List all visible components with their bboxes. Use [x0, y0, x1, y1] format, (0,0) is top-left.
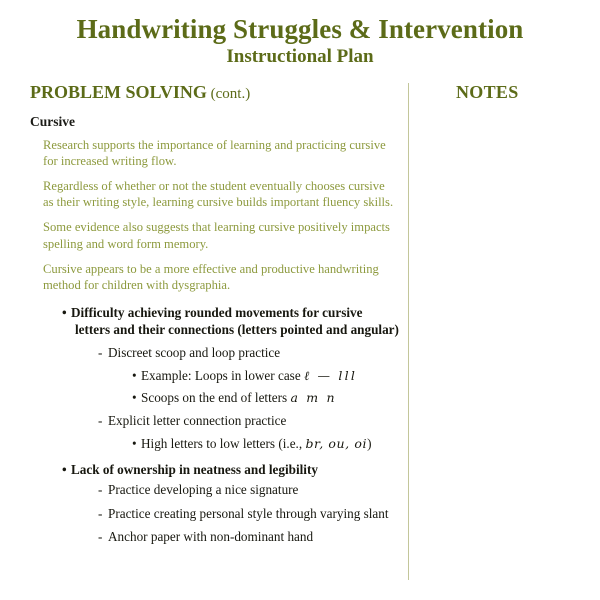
notes-heading: NOTES	[456, 82, 519, 103]
paragraph-item: Cursive appears to be a more effective and productive handwriting method for children with dysgraphia.	[43, 261, 379, 292]
list-item-text: Example: Loops in lower case	[141, 368, 301, 384]
list-item	[30, 344, 400, 361]
outline-list	[30, 304, 400, 545]
cursive-example-glyphs: ℓ — lll	[303, 368, 358, 384]
list-item	[30, 505, 400, 522]
list-item	[30, 412, 400, 429]
bullet-icon: •	[132, 368, 137, 384]
cursive-example-glyphs: br, ou, oi	[305, 436, 368, 452]
list-item-label: Practice developing a nice signature	[108, 482, 299, 498]
bullet-icon: •	[62, 304, 67, 320]
dash-icon: -	[98, 412, 103, 428]
list-item-text-after: )	[367, 436, 372, 452]
bullet-icon: •	[132, 389, 137, 405]
list-item	[30, 389, 400, 406]
section-heading-continued-label: (cont.)	[206, 86, 251, 103]
section-heading-label: PROBLEM SOLVING	[30, 82, 207, 103]
list-item-label: Practice creating personal style through varying slant	[108, 505, 389, 521]
paragraph-item: Regardless of whether or not the student eventually chooses cursive as their writing style, learning cursive builds important fluency skills.	[43, 179, 394, 210]
list-item	[30, 304, 400, 338]
paragraph-list	[30, 137, 400, 293]
paragraph-item: Some evidence also suggests that learning cursive positively impacts spelling and word form memory.	[43, 220, 390, 251]
dash-icon: -	[98, 528, 103, 544]
cursive-example-glyphs: a m n	[290, 389, 337, 405]
list-item	[30, 435, 400, 452]
list-item-text: High letters to low letters (i.e.,	[141, 436, 303, 452]
dash-icon: -	[98, 505, 103, 521]
dash-icon: -	[98, 345, 103, 361]
subheading-cursive: Cursive	[30, 113, 75, 129]
list-item	[30, 461, 400, 478]
list-item-label: Anchor paper with non-dominant hand	[108, 528, 314, 544]
section-heading-problem-solving	[30, 83, 400, 103]
list-item-label: Discreet scoop and loop practice	[108, 345, 281, 361]
dash-icon: -	[98, 482, 103, 498]
bullet-icon: •	[132, 436, 137, 452]
page-subtitle: Instructional Plan	[226, 46, 374, 68]
list-item	[30, 481, 400, 498]
left-column	[0, 83, 408, 548]
list-item-label	[141, 435, 400, 452]
list-item	[30, 528, 400, 545]
list-item-text: Scoops on the end of letters	[141, 389, 288, 405]
list-item-label: Difficulty achieving rounded movements for cursive letters and their connections (letters pointed and angular)	[71, 304, 399, 338]
bullet-icon: •	[62, 462, 67, 478]
paragraph-item: Research supports the importance of learning and practicing cursive for increased writing flow.	[43, 138, 386, 169]
list-item-label	[141, 389, 400, 406]
list-item-label: Explicit letter connection practice	[108, 412, 287, 428]
two-column-layout	[0, 83, 600, 548]
list-item	[30, 367, 400, 384]
page-title: Handwriting Struggles & Intervention	[76, 14, 524, 44]
list-item-label: Lack of ownership in neatness and legibility	[71, 462, 318, 478]
slide-title-block	[0, 0, 600, 69]
list-item-label	[141, 367, 400, 384]
right-column-notes	[408, 83, 600, 103]
column-divider	[408, 83, 409, 580]
